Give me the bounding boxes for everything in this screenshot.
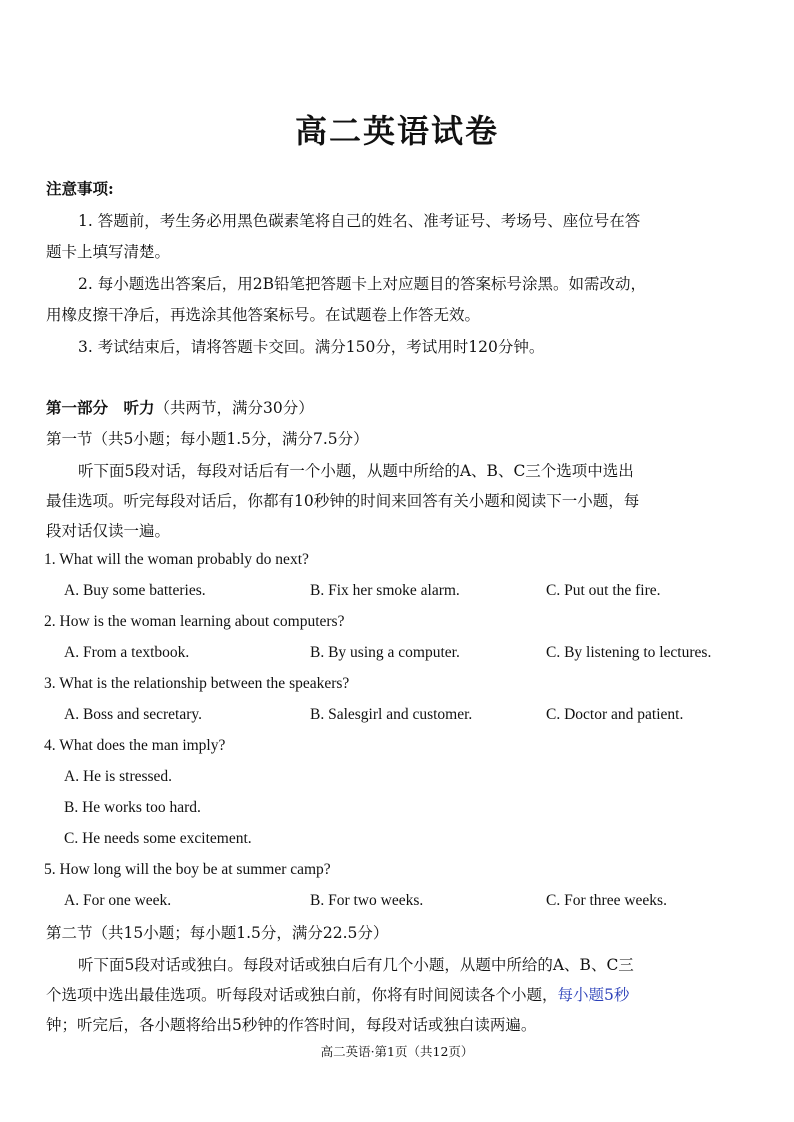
question-1-option-c: C. Put out the fire.	[546, 582, 661, 599]
question-4-option-c: C. He needs some excitement.	[64, 830, 252, 847]
question-5-option-c: C. For three weeks.	[546, 892, 667, 909]
section2-instruction-2	[46, 984, 754, 1006]
part1-heading-bold: 第一部分 听力	[46, 398, 155, 417]
part1-heading	[46, 397, 754, 419]
question-2-option-c: C. By listening to lectures.	[546, 644, 712, 661]
section2-heading: 第二节（共15小题；每小题1.5分，满分22.5分）	[46, 924, 389, 942]
section2-instruction-1: 听下面5段对话或独白。每段对话或独白后有几个小题，从题中所给的A、B、C三	[78, 956, 634, 974]
question-4: 4. What does the man imply?	[44, 737, 226, 754]
section2-instruction-3: 钟；听完后，各小题将给出5秒钟的作答时间，每段对话或独白读两遍。	[46, 1016, 537, 1034]
section1-instruction-2: 最佳选项。听完每段对话后，你都有10秒钟的时间来回答有关小题和阅读下一小题，每	[46, 492, 640, 510]
notice-item-3: 3. 考试结束后，请将答题卡交回。满分150分，考试用时120分钟。	[78, 338, 545, 356]
page-footer: 高二英语·第1页（共12页）	[320, 1044, 474, 1059]
question-4-option-b: B. He works too hard.	[64, 799, 201, 816]
question-1-option-b: B. Fix her smoke alarm.	[310, 582, 460, 599]
notice-heading: 注意事项:	[46, 179, 114, 198]
question-1-option-a: A. Buy some batteries.	[64, 582, 206, 599]
question-3-option-a: A. Boss and secretary.	[64, 706, 203, 723]
section2-instruction-2b: 每小题5秒	[557, 986, 630, 1004]
question-1: 1. What will the woman probably do next?	[44, 551, 309, 568]
part1-heading-rest: （共两节，满分30分）	[154, 399, 314, 417]
question-4-option-a: A. He is stressed.	[64, 768, 173, 785]
notice-item-2: 2. 每小题选出答案后，用2B铅笔把答题卡上对应题目的答案标号涂黑。如需改动，	[78, 275, 646, 293]
question-2: 2. How is the woman learning about computers?	[44, 613, 345, 630]
notice-item-1-cont: 题卡上填写清楚。	[46, 243, 171, 261]
question-3-option-c: C. Doctor and patient.	[546, 706, 684, 723]
question-2-option-a: A. From a textbook.	[64, 644, 190, 661]
section1-instruction-3: 段对话仅读一遍。	[46, 522, 171, 540]
notice-item-1: 1. 答题前，考生务必用黑色碳素笔将自己的姓名、准考证号、考场号、座位号在答	[78, 212, 641, 230]
question-5-option-a: A. For one week.	[64, 892, 172, 909]
question-3-option-b: B. Salesgirl and customer.	[310, 706, 473, 723]
question-3: 3. What is the relationship between the speakers?	[44, 675, 350, 692]
question-2-option-b: B. By using a computer.	[310, 644, 460, 661]
question-5: 5. How long will the boy be at summer camp?	[44, 861, 331, 878]
page-title: 高二英语试卷	[294, 112, 499, 150]
notice-item-2-cont: 用橡皮擦干净后，再选涂其他答案标号。在试题卷上作答无效。	[46, 306, 481, 324]
question-5-option-b: B. For two weeks.	[310, 892, 424, 909]
section2-instruction-2a: 个选项中选出最佳选项。听每段对话或独白前，你将有时间阅读各个小题，	[46, 986, 558, 1004]
section1-instruction-1: 听下面5段对话，每段对话后有一个小题，从题中所给的A、B、C三个选项中选出	[78, 462, 634, 480]
section1-heading: 第一节（共5小题；每小题1.5分，满分7.5分）	[46, 430, 369, 448]
